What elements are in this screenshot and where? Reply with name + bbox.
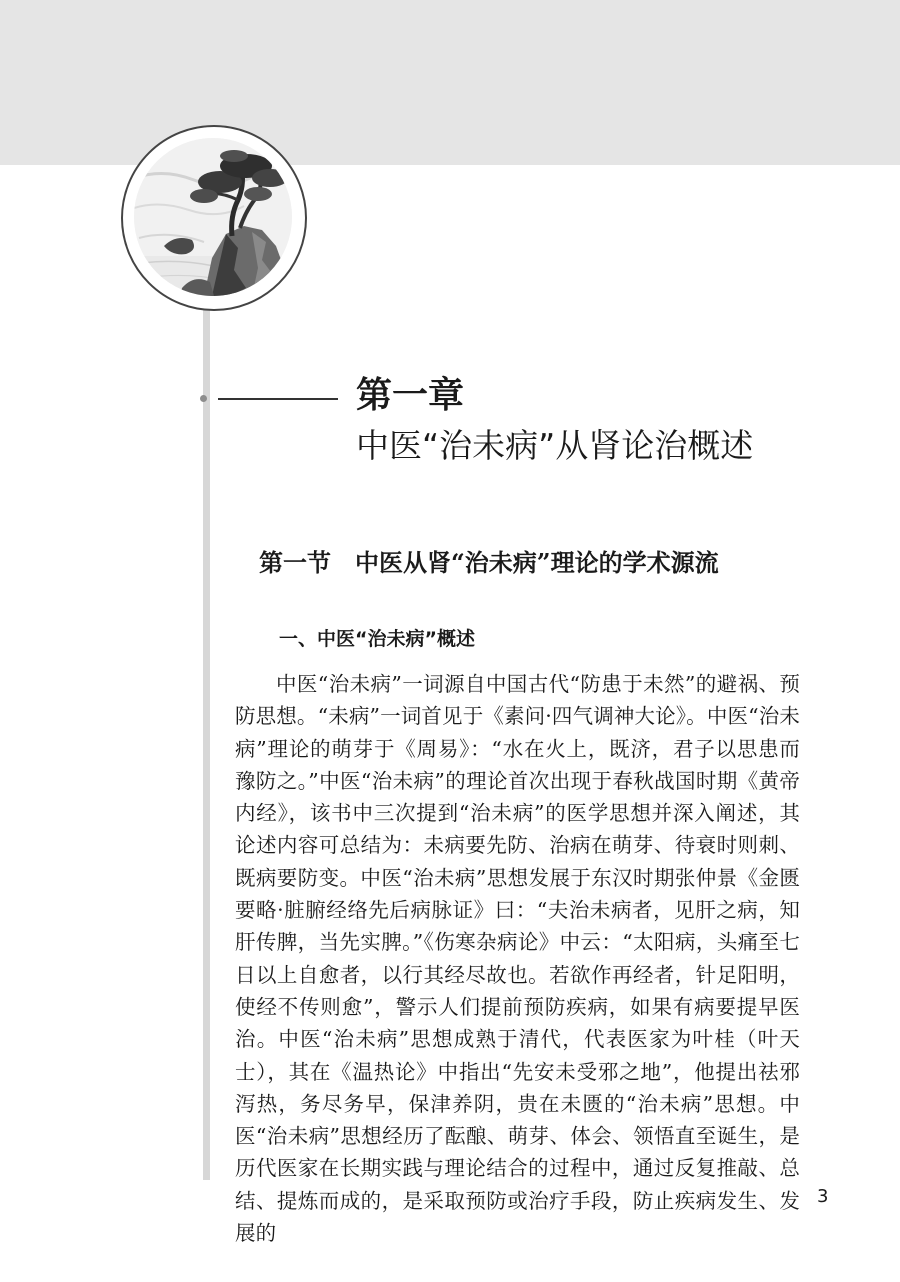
decorative-horizontal-rule xyxy=(218,398,338,400)
decorative-dot xyxy=(200,395,207,402)
chapter-number: 第一章 xyxy=(356,375,465,416)
body-paragraph: 中医“治未病”一词源自中国古代“防患于未然”的避祸、预防思想。“未病”一词首见于《素问·四气调神大论》。中医“治未病”理论的萌芽于《周易》：“水在火上，既济，君子以思患而豫防之。”中医“治未病”的理论首次出现于春秋战国时期《黄帝内经》，该书中三次提到“治未病”的医学思想并深入阐述，其论述内容可总结为：未病要先防、治病在萌芽、待衰时则刺、既病要防变。中医“治未病”思想发展于东汉时期张仲景《金匮要略·脏腑经络先后病脉证》曰：“夫治未病者，见肝之病，知肝传脾，当先实脾。”《伤寒杂病论》中云：“太阳病，头痛至七日以上自愈者，以行其经尽故也。若欲作再经者，针足阳明，使经不传则愈”，警示人们提前预防疾病，如果有病要提早医治。中医“治未病”思想成熟于清代，代表医家为叶桂（叶天士），其在《温热论》中指出“先安未受邪之地”，他提出祛邪泻热，务尽务早，保津养阴，贵在未匮的“治未病”思想。中医“治未病”思想经历了酝酿、萌芽、体会、领悟直至诞生，是历代医家在长期实践与理论结合的过程中，通过反复推敲、总结、提炼而成的，是采取预防或治疗手段，防止疾病发生、发展的 xyxy=(235,672,800,1246)
chapter-title: 中医“治未病”从肾论治概述 xyxy=(356,426,754,465)
pine-tree-illustration xyxy=(134,138,292,296)
page-number: 3 xyxy=(817,1186,829,1207)
header-band xyxy=(0,0,900,165)
ink-painting-icon xyxy=(134,138,292,296)
section-heading: 第一节 中医从肾“治未病”理论的学术源流 xyxy=(259,548,719,577)
decorative-vertical-rule xyxy=(203,310,210,1180)
subsection-heading: 一、中医“治未病”概述 xyxy=(279,628,475,650)
